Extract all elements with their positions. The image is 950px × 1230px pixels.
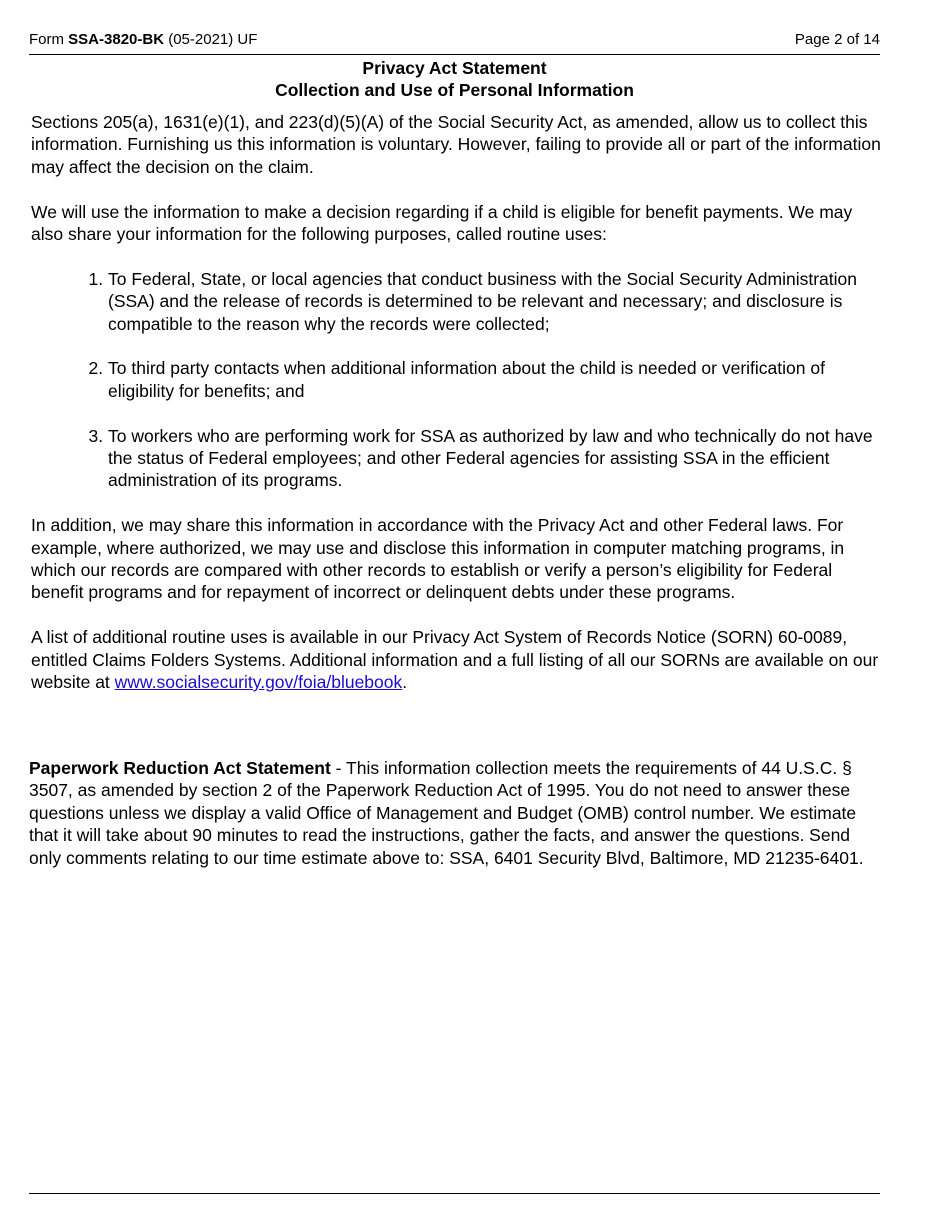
list-item: 3. To workers who are performing work for SSA as authorized by law and who technically do not have the status of Federal employees; and other Federal agencies for assisting SSA in the efficient administration of its programs.	[108, 425, 883, 492]
form-identifier: Form SSA-3820-BK (05-2021) UF	[29, 31, 258, 48]
privacy-title: Privacy Act Statement	[362, 58, 547, 78]
paperwork-reduction-statement	[29, 757, 881, 869]
footer-divider	[29, 1193, 880, 1194]
privacy-paragraph-sharing: In addition, we may share this information in accordance with the Privacy Act and other Federal laws. For example, where authorized, we may use and disclose this information in computer matching programs, in which our records are compared with other records to establish or verify a person’s eligibility for Federal benefit programs and for repayment of incorrect or delinquent debts under these programs.	[31, 515, 845, 603]
page-header	[29, 30, 880, 55]
paperwork-title: Paperwork Reduction Act Statement	[29, 758, 331, 778]
privacy-paragraph-sorn: A list of additional routine uses is available in our Privacy Act System of Records Notice (SORN) 60-0089, entitled Claims Folders Systems. Additional information and a full listing of all our SORNs are available on our website at www.socialsecurity.gov/foia/bluebook.	[31, 627, 879, 693]
privacy-content	[31, 111, 883, 716]
privacy-subtitle: Collection and Use of Personal Information	[275, 80, 634, 100]
routine-uses-list	[31, 268, 883, 492]
bluebook-link[interactable]: www.socialsecurity.gov/foia/bluebook	[114, 672, 403, 693]
paperwork-body: - This information collection meets the requirements of 44 U.S.C. § 3507, as amended by section 2 of the Paperwork Reduction Act of 1995. You do not need to answer these questions unless we display a valid Office of Management and Budget (OMB) control number. We estimate that it will take about 90 minutes to read the instructions, gather the facts, and answer the questions. Send only comments relating to our time estimate above to: SSA, 6401 Security Blvd, Baltimore, MD 21235-6401.	[29, 758, 864, 868]
list-item: 1. To Federal, State, or local agencies that conduct business with the Social Security Administration (SSA) and the release of records is determined to be relevant and necessary; and disclosure is compatible to the reason why the records were collected;	[108, 268, 883, 335]
privacy-paragraph-purpose: We will use the information to make a decision regarding if a child is eligible for benefit payments. We may also share your information for the following purposes, called routine uses:	[31, 201, 853, 245]
form-number: SSA-3820-BK	[68, 31, 165, 48]
privacy-title-block	[29, 57, 880, 101]
privacy-paragraph-authority: Sections 205(a), 1631(e)(1), and 223(d)(5)(A) of the Social Security Act, as amended, allow us to collect this information. Furnishing us this information is voluntary. However, failing to provide all or part of the information may affect the decision on the claim.	[31, 112, 881, 177]
list-item: 2. To third party contacts when additional information about the child is needed or verification of eligibility for benefits; and	[108, 357, 883, 402]
page-number: Page 2 of 14	[794, 31, 880, 48]
